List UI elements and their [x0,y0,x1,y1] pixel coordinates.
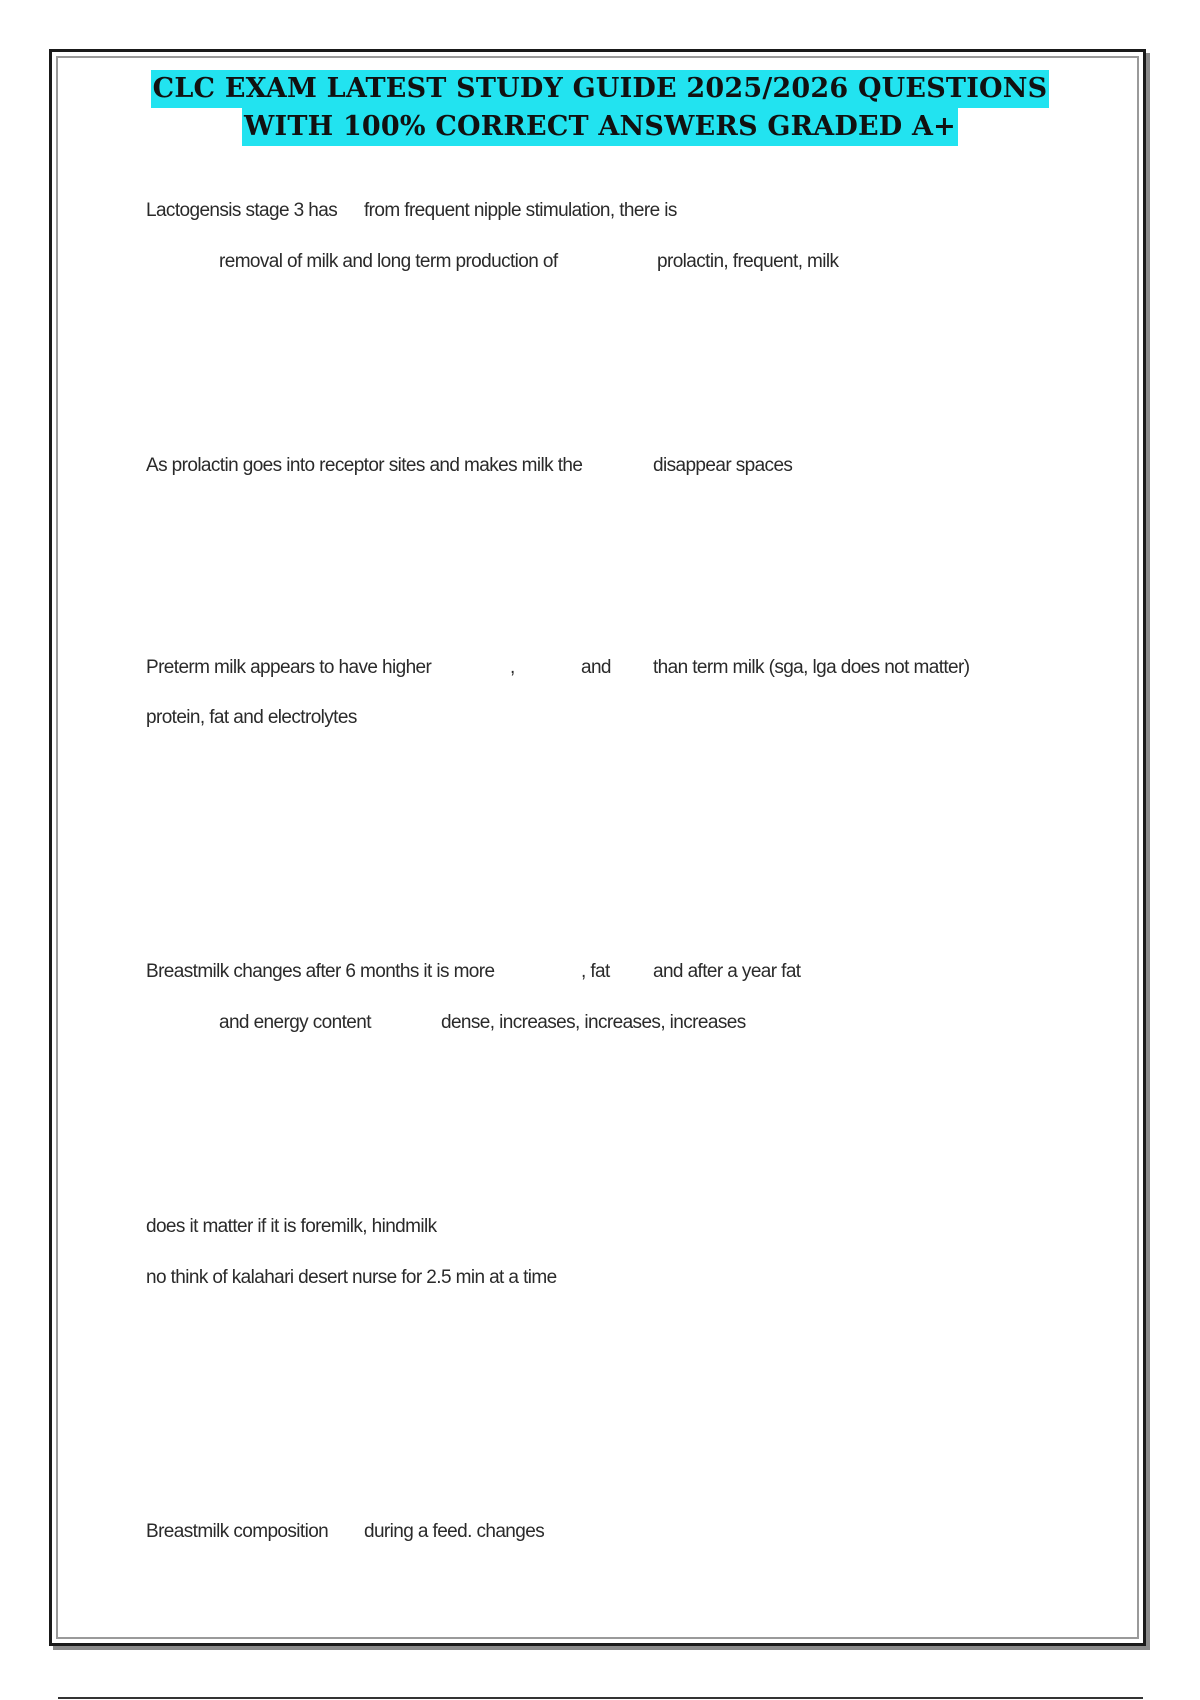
card-3-question-part-2: , [510,657,515,678]
card-2-question: As prolactin goes into receptor sites and makes milk the [146,455,583,476]
bottom-divider [58,1697,1143,1699]
card-4-question-part-3: and after a year fat [653,961,801,982]
card-1-question-part-1: Lactogensis stage 3 has [146,200,338,221]
card-4-question-part-4: and energy content [219,1012,371,1033]
card-5-answer: no think of kalahari desert nurse for 2.5 min at a time [146,1267,557,1288]
card-5-question: does it matter if it is foremilk, hindmilk [146,1216,437,1237]
card-1-question-part-3: removal of milk and long term production of [219,251,558,272]
card-3-question-part-1: Preterm milk appears to have higher [146,657,432,678]
title-line-1: CLC EXAM LATEST STUDY GUIDE 2025/2026 QUESTIONS [151,70,1050,108]
card-1-question-part-2: from frequent nipple stimulation, there is [364,200,677,221]
card-4-question-part-2: , fat [581,961,610,982]
card-3-question-part-4: than term milk (sga, lga does not matter) [653,657,970,678]
card-1-answer: prolactin, frequent, milk [657,251,839,272]
card-3-question-part-3: and [581,657,611,678]
document-title [60,70,1140,146]
card-6-question-part-2: during a feed. changes [364,1521,545,1542]
title-line-2: WITH 100% CORRECT ANSWERS GRADED A+ [242,108,958,146]
card-4-answer: dense, increases, increases, increases [441,1012,746,1033]
card-2-answer: disappear spaces [653,455,793,476]
card-4-question-part-1: Breastmilk changes after 6 months it is more [146,961,495,982]
card-6-question-part-1: Breastmilk composition [146,1521,329,1542]
card-3-answer: protein, fat and electrolytes [146,707,357,728]
page-border [49,49,1146,1646]
